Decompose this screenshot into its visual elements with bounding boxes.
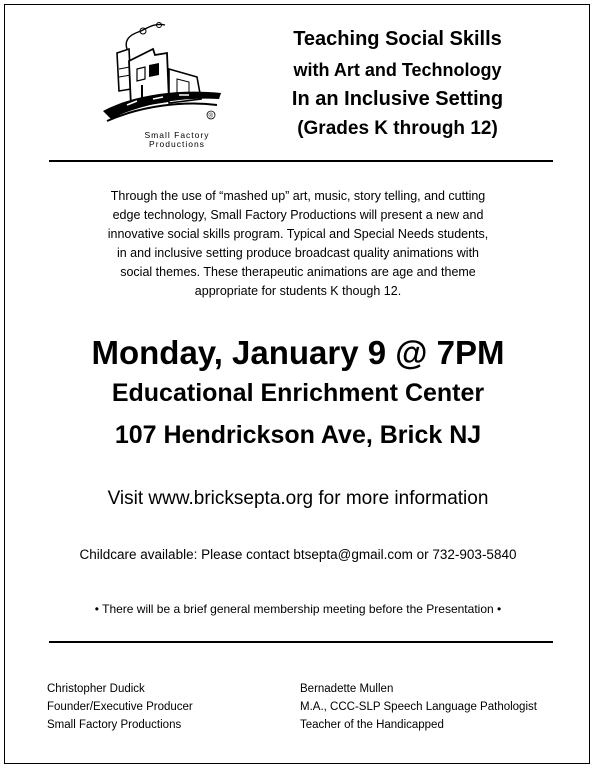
title-line-4: (Grades K through 12) bbox=[297, 118, 498, 139]
event-venue: Educational Enrichment Center bbox=[111, 379, 485, 407]
childcare-info: Childcare available: Please contact btsepta@gmail.com or 732-903-5840 bbox=[79, 547, 517, 562]
description-line: social themes. These therapeutic animations are age and theme bbox=[120, 265, 476, 279]
logo-line-2: Productions bbox=[149, 139, 205, 149]
signature-org: Small Factory Productions bbox=[47, 719, 182, 731]
meeting-note: • There will be a brief general membership meeting before the Presentation • bbox=[94, 602, 502, 616]
signature-right bbox=[300, 680, 537, 734]
bottom-divider bbox=[49, 641, 553, 643]
signature-credentials: M.A., CCC-SLP Speech Language Pathologist bbox=[300, 701, 537, 713]
flyer-page bbox=[4, 4, 590, 764]
description-line: Through the use of “mashed up” art, music, story telling, and cutting bbox=[110, 189, 486, 203]
description-line: in and inclusive setting produce broadcast quality animations with bbox=[116, 246, 479, 260]
signature-name: Bernadette Mullen bbox=[300, 683, 394, 695]
top-divider bbox=[49, 160, 553, 162]
description-line: appropriate for students K though 12. bbox=[194, 284, 402, 298]
signature-role: Founder/Executive Producer bbox=[47, 701, 193, 713]
title-line-2: with Art and Technology bbox=[293, 60, 502, 80]
signature-title: Teacher of the Handicapped bbox=[300, 719, 444, 731]
program-description bbox=[65, 187, 531, 301]
event-address: 107 Hendrickson Ave, Brick NJ bbox=[114, 421, 482, 449]
signature-name: Christopher Dudick bbox=[47, 683, 145, 695]
signature-left bbox=[47, 680, 193, 734]
logo bbox=[97, 19, 227, 149]
description-line: innovative social skills program. Typical and Special Needs students, bbox=[107, 227, 489, 241]
title-line-3: In an Inclusive Setting bbox=[291, 88, 504, 110]
registered-mark: ® bbox=[208, 113, 213, 120]
title-line-1: Teaching Social Skills bbox=[293, 28, 502, 50]
website-info: Visit www.bricksepta.org for more information bbox=[107, 488, 489, 509]
event-date: Monday, January 9 @ 7PM bbox=[91, 334, 505, 371]
logo-line-1: Small Factory bbox=[144, 130, 210, 140]
factory-logo-icon bbox=[97, 19, 227, 131]
description-line: edge technology, Small Factory Productions will present a new and bbox=[112, 208, 484, 222]
